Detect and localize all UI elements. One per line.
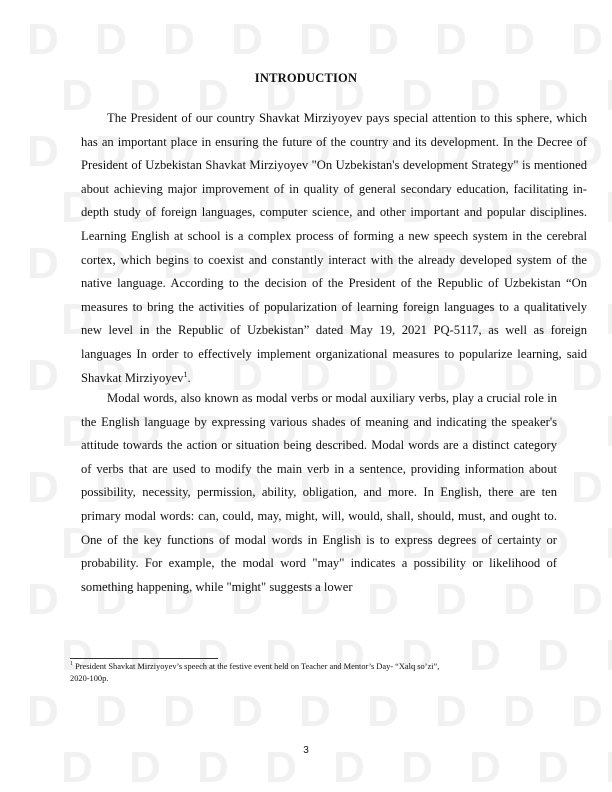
paragraph-modal-words [81, 387, 557, 599]
watermark-glyph [496, 20, 542, 60]
footnote-text-line2: 2020-100p. [70, 674, 109, 683]
watermark-glyph [564, 468, 610, 508]
page-number: 3 [303, 745, 309, 756]
watermark-glyph [564, 580, 610, 620]
footnote-marker: 1 [70, 661, 73, 668]
watermark-glyph [598, 412, 612, 452]
watermark-glyph [598, 188, 612, 228]
watermark-glyph [428, 692, 474, 732]
watermark-glyph [428, 20, 474, 60]
watermark-glyph [20, 580, 66, 620]
footnote-reference[interactable]: 1 [183, 369, 188, 379]
watermark-glyph [20, 468, 66, 508]
footnote-divider [70, 658, 218, 659]
watermark-glyph [564, 20, 610, 60]
watermark-glyph [20, 692, 66, 732]
watermark-glyph [20, 132, 66, 172]
watermark-glyph [20, 244, 66, 284]
watermark-glyph [598, 300, 612, 340]
watermark-glyph [156, 692, 202, 732]
watermark-glyph [360, 20, 406, 60]
watermark-glyph [292, 20, 338, 60]
watermark-glyph [360, 692, 406, 732]
watermark-glyph [598, 524, 612, 564]
watermark-glyph [496, 692, 542, 732]
watermark-glyph [20, 20, 66, 60]
paragraph-intro-text: The President of our country Shavkat Mirziyoyev pays special attention to this sphere, which has an important place in ensuring the future of the country and its development. In the Decree of President of Uzbekistan Shavkat Mirziyoyev "On Uzbekistan's development Strategy" is mentioned about achieving major improvement of in quality of general secondary education, facilitating in-depth study of foreign languages, computer science, and other important and popular disciplines. Learning English at school is a complex process of forming a new speech system in the cerebral cortex, which begins to coexist and constantly interact with the already developed system of the native language. According to the decision of the President of the Republic of Uzbekistan “On measures to bring the activities of popularization of learning foreign languages to a qualitatively new level in the Republic of Uzbekistan” dated May 19, 2021 PQ-5117, as well as foreign languages In order to effectively implement organizational measures to popularize learning, said Shavkat Mirziyoyev [81, 111, 587, 385]
footnote [70, 661, 550, 685]
watermark-glyph [88, 20, 134, 60]
watermark-glyph [224, 20, 270, 60]
section-title: INTRODUCTION [254, 71, 358, 85]
watermark-glyph [598, 636, 612, 676]
watermark-glyph [20, 356, 66, 396]
watermark-glyph [224, 692, 270, 732]
watermark-glyph [156, 20, 202, 60]
watermark-glyph [292, 692, 338, 732]
watermark-glyph [564, 692, 610, 732]
paragraph-modal-words-text: Modal words, also known as modal verbs or modal auxiliary verbs, play a crucial role in the English language by expressing various shades of meaning and indicating the speaker's attitude towards the action or situation being described. Modal words are a distinct category of verbs that are used to modify the main verb in a sentence, providing information about possibility, necessity, permission, ability, obligation, and more. In English, there are ten primary modal words: can, could, may, might, will, would, shall, should, must, and ought to. One of the key functions of modal words in English is to express degrees of certainty or probability. For example, the modal word "may" indicates a possibility or likelihood of something happening, while "might" suggests a lower [81, 391, 557, 594]
footnote-text: President Shavkat Mirziyoyev’s speech at the festive event held on Teacher and Mentor’s Day- “Xalq so’zi”, [73, 662, 440, 671]
paragraph-intro-end: . [187, 370, 191, 385]
watermark-glyph [88, 692, 134, 732]
paragraph-intro [81, 107, 587, 390]
